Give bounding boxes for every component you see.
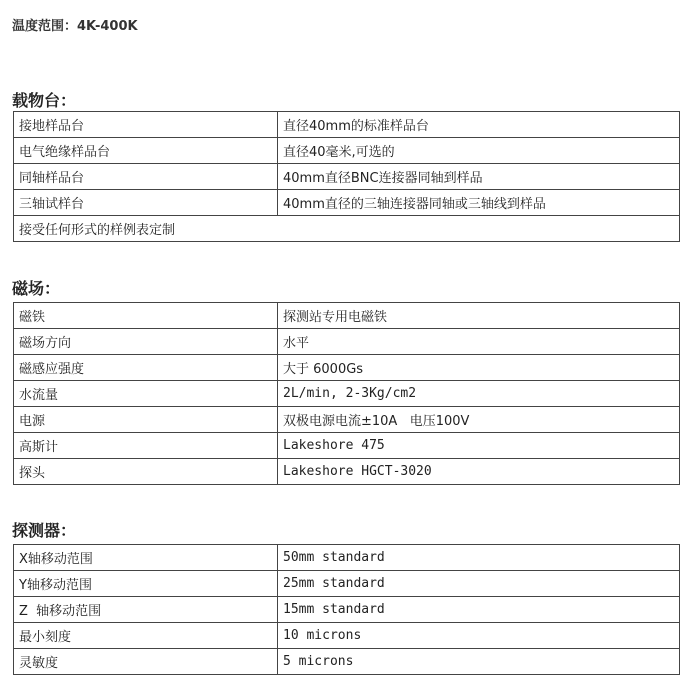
temperature-range: 温度范围：4K-400K bbox=[12, 19, 138, 34]
magnet-name-cell: 磁感应强度 bbox=[14, 355, 278, 381]
magnet-desc-cell: 双极电源电流±10A 电压100V bbox=[278, 407, 680, 433]
magnet-desc-cell: 2L/min, 2-3Kg/cm2 bbox=[278, 381, 680, 407]
probe-desc-cell: 5 microns bbox=[278, 649, 680, 675]
table-row bbox=[14, 571, 680, 597]
magnet-name-cell: 磁场方向 bbox=[14, 329, 278, 355]
table-row bbox=[14, 329, 680, 355]
magnet-name-cell: 电源 bbox=[14, 407, 278, 433]
magnet-name-cell: 高斯计 bbox=[14, 433, 278, 459]
stage-section-title: 载物台： bbox=[12, 91, 77, 110]
probe-name-cell: Y轴移动范围 bbox=[14, 571, 278, 597]
probe-table bbox=[13, 544, 680, 675]
stage-name-cell: 同轴样品台 bbox=[14, 164, 278, 190]
magnet-desc-cell: 探测站专用电磁铁 bbox=[278, 303, 680, 329]
table-row bbox=[14, 545, 680, 571]
table-row bbox=[14, 597, 680, 623]
table-row bbox=[14, 138, 680, 164]
table-row bbox=[14, 381, 680, 407]
magnet-name-cell: 探头 bbox=[14, 459, 278, 485]
magnet-table bbox=[13, 302, 680, 485]
magnet-desc-cell: 水平 bbox=[278, 329, 680, 355]
magnet-desc-cell: Lakeshore HGCT-3020 bbox=[278, 459, 680, 485]
magnet-name-cell: 水流量 bbox=[14, 381, 278, 407]
probe-desc-cell: 10 microns bbox=[278, 623, 680, 649]
magnet-desc-cell: 大于 6000Gs bbox=[278, 355, 680, 381]
stage-table bbox=[13, 111, 680, 242]
stage-name-cell: 接地样品台 bbox=[14, 112, 278, 138]
stage-desc-cell: 40mm直径BNC连接器同轴到样品 bbox=[278, 164, 680, 190]
table-row bbox=[14, 355, 680, 381]
probe-section-title: 探测器： bbox=[12, 521, 77, 540]
table-row bbox=[14, 216, 680, 242]
probe-name-cell: X轴移动范围 bbox=[14, 545, 278, 571]
probe-desc-cell: 15mm standard bbox=[278, 597, 680, 623]
table-row bbox=[14, 623, 680, 649]
magnet-section-title: 磁场： bbox=[12, 279, 61, 298]
stage-footer-cell: 接受任何形式的样例表定制 bbox=[14, 216, 680, 242]
table-row bbox=[14, 459, 680, 485]
table-row bbox=[14, 303, 680, 329]
table-row bbox=[14, 112, 680, 138]
stage-desc-cell: 40mm直径的三轴连接器同轴或三轴线到样品 bbox=[278, 190, 680, 216]
probe-desc-cell: 25mm standard bbox=[278, 571, 680, 597]
stage-name-cell: 三轴试样台 bbox=[14, 190, 278, 216]
table-row bbox=[14, 164, 680, 190]
table-row bbox=[14, 433, 680, 459]
table-row bbox=[14, 190, 680, 216]
stage-desc-cell: 直径40mm的标准样品台 bbox=[278, 112, 680, 138]
probe-desc-cell: 50mm standard bbox=[278, 545, 680, 571]
magnet-name-cell: 磁铁 bbox=[14, 303, 278, 329]
table-row bbox=[14, 407, 680, 433]
magnet-desc-cell: Lakeshore 475 bbox=[278, 433, 680, 459]
probe-name-cell: 灵敏度 bbox=[14, 649, 278, 675]
stage-desc-cell: 直径40毫米,可选的 bbox=[278, 138, 680, 164]
probe-name-cell: Z 轴移动范围 bbox=[14, 597, 278, 623]
table-row bbox=[14, 649, 680, 675]
probe-name-cell: 最小刻度 bbox=[14, 623, 278, 649]
stage-name-cell: 电气绝缘样品台 bbox=[14, 138, 278, 164]
